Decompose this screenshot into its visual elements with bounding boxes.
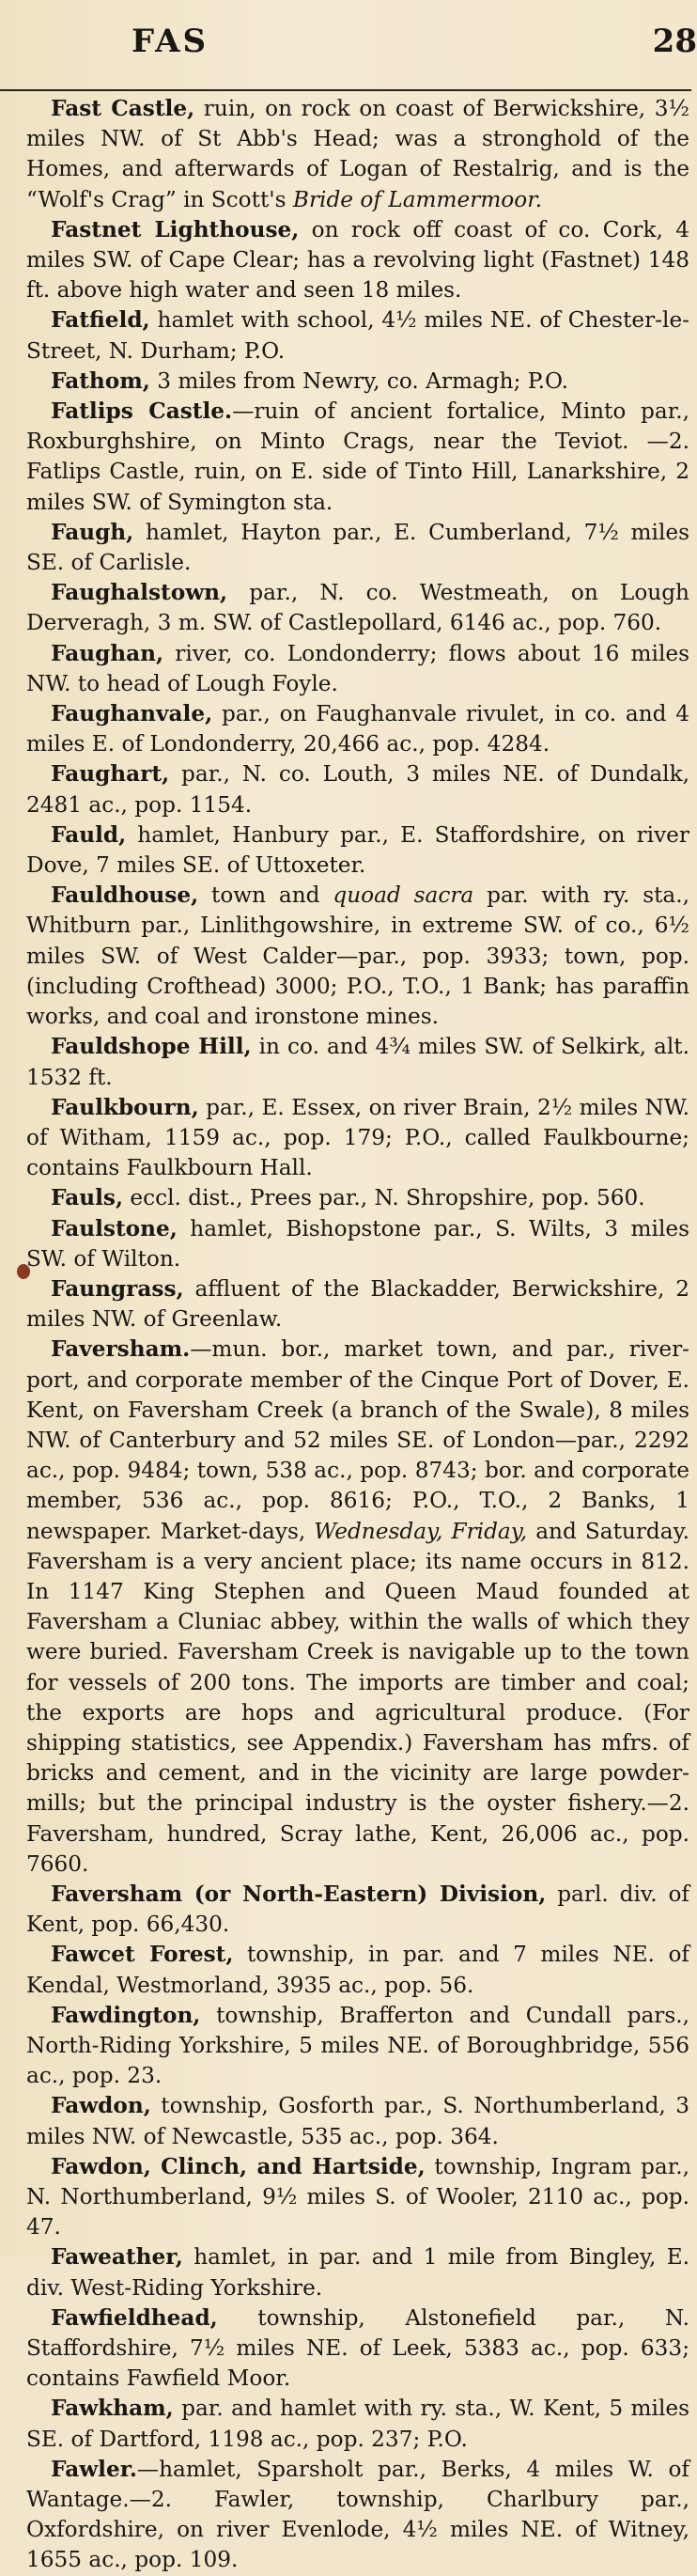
entry-body: par., on Faughanvale rivulet, in co. and 4 miles E. of Londonderry, 20,466 ac., pop. 4284.: [26, 701, 689, 757]
entry-headword: Fauldhouse,: [51, 882, 199, 909]
entry-headword: Fawcet Forest,: [51, 1942, 234, 1968]
entry-tail: and Saturday. Faversham is a very ancient place; its name occurs in 812. In 1147 King Stephen and Queen Maud founded at Faversham a Cluniac abbey, within the walls of which they were buried. Faversham Creek is navigable up to the town for vessels of 200 tons. The imports are timber and coal; the exports are hops and agricultural produce. (For shipping statistics, see Appendix.) Faversham has mfrs. of bricks and cement, and in the vicinity are large powder-mills; but the principal industry is the oyster fishery.—2. Faversham, hundred, Scray lathe, Kent, 26,006 ac., pop. 7660.: [26, 1518, 689, 1877]
entry-headword: Faulstone,: [51, 1215, 178, 1241]
gazetteer-entry: [26, 759, 689, 820]
gazetteer-entry: [26, 215, 689, 306]
entry-headword: Faversham.: [51, 1336, 191, 1363]
gazetteer-entry: [26, 578, 689, 638]
gazetteer-entry: [26, 1032, 689, 1092]
gazetteer-entry: [26, 2152, 689, 2243]
entry-body: —hamlet, Sparsholt par., Berks, 4 miles W. of Wantage.—2. Fawler, township, Charlbury par., Oxfordshire, on river Evenlode, 4½ miles NE. of Witney, 1655 ac., pop. 109.: [26, 2456, 689, 2573]
entry-headword: Faulkbourn,: [51, 1094, 199, 1120]
entry-body: hamlet, Hanbury par., E. Staffordshire, on river Dove, 7 miles SE. of Uttoxeter.: [26, 821, 689, 879]
page-header: [0, 0, 697, 91]
gazetteer-entry: [26, 2303, 689, 2395]
entry-headword: Fawkham,: [51, 2396, 174, 2422]
entry-body: par. and hamlet with ry. sta., W. Kent, 5 miles SE. of Dartford, 1198 ac., pop. 237; P.O.: [26, 2396, 689, 2452]
entry-body: on rock off coast of co. Cork, 4 miles SW. of Cape Clear; has a revolving light (Fastnet) 148 ft. above high water and seen 18 miles.: [26, 216, 689, 304]
entry-body: parl. div. of Kent, pop. 66,430.: [26, 1881, 689, 1938]
gazetteer-entry: [26, 1093, 689, 1184]
entry-headword: Fawdon, Clinch, and Hartside,: [51, 2153, 426, 2179]
gazetteer-entry: [26, 2001, 689, 2092]
entry-headword: Fatfield,: [51, 307, 150, 334]
entry-headword: Faughalstown,: [51, 580, 228, 606]
entry-headword: Faughart,: [51, 761, 170, 788]
gazetteer-entry: [26, 2242, 689, 2303]
entry-body: hamlet, Bishopstone par., S. Wilts, 3 miles SW. of Wilton.: [26, 1215, 689, 1272]
gazetteer-entry: [26, 518, 689, 578]
entry-body: 3 miles from Newry, co. Armagh; P.O.: [149, 367, 569, 394]
gazetteer-entry: [26, 94, 689, 215]
entry-body: in co. and 4¾ miles SW. of Selkirk, alt. 1532 ft.: [26, 1034, 689, 1090]
entry-body: hamlet with school, 4½ miles NE. of Chester-le-Street, N. Durham; P.O.: [26, 307, 689, 364]
gazetteer-entries: [26, 94, 689, 2576]
entry-body: river, co. Londonderry; flows about 16 miles NW. to head of Lough Foyle.: [26, 640, 689, 696]
entry-body: par., E. Essex, on river Brain, 2½ miles NW. of Witham, 1159 ac., pop. 179; P.O., called Faulkbourne; contains Faulkbourn Hall.: [26, 1094, 689, 1181]
gazetteer-entry: [26, 1214, 689, 1274]
entry-headword: Fauldshope Hill,: [51, 1034, 252, 1060]
entry-body: town and: [198, 882, 333, 909]
entry-body: —ruin of ancient fortalice, Minto par., Roxburghshire, on Minto Crags, near the Teviot. —2. Fatlips Castle, ruin, on E. side of Tinto Hill, Lanarkshire, 2 miles SW. of Symington sta.: [26, 398, 689, 515]
entry-headword: Faugh,: [51, 519, 134, 545]
entry-italic: Bride of Lammermoor.: [292, 186, 543, 212]
entry-headword: Faughanvale,: [51, 701, 213, 727]
entry-italic: quoad sacra: [333, 882, 474, 909]
gazetteer-entry: [26, 1880, 689, 1940]
entry-body: affluent of the Blackadder, Berwickshire, 2 miles NW. of Greenlaw.: [26, 1275, 689, 1333]
entry-headword: Fawler.: [51, 2456, 137, 2482]
entry-headword: Fauls,: [51, 1185, 124, 1211]
gazetteer-entry: [26, 367, 689, 397]
entry-headword: Fawdon,: [51, 2093, 151, 2119]
gazetteer-entry: [26, 699, 689, 759]
gazetteer-entry: [26, 1940, 689, 2000]
entry-body: par., N. co. Louth, 3 miles NE. of Dundalk, 2481 ac., pop. 1154.: [26, 761, 689, 818]
entry-headword: Faughan,: [51, 640, 164, 666]
gazetteer-entry: [26, 2394, 689, 2454]
gazetteer-entry: [26, 881, 689, 1032]
entry-headword: Faweather,: [51, 2244, 183, 2271]
running-head: FAS: [132, 23, 209, 60]
gazetteer-entry: [26, 1183, 689, 1213]
gazetteer-entry: [26, 1274, 689, 1335]
entry-body: par., N. co. Westmeath, on Lough Derveragh, 3 m. SW. of Castlepollard, 6146 ac., pop. 760.: [26, 580, 689, 636]
entry-headword: Faversham (or North-Eastern) Division,: [51, 1881, 547, 1907]
entry-headword: Faungrass,: [51, 1275, 184, 1302]
entry-tail: par. with ry. sta., Whitburn par., Linlithgowshire, in extreme SW. of co., 6½ miles SW. of West Calder—par., pop. 3933; town, pop. (including Crofthead) 3000; P.O., T.O., 1 Bank; has paraffin works, and coal and ironstone mines.: [26, 882, 689, 1030]
gazetteer-entry: [26, 305, 689, 366]
entry-headword: Fawfieldhead,: [51, 2304, 218, 2331]
entry-body: township, Brafferton and Cundall pars., North-Riding Yorkshire, 5 miles NE. of Boroughbridge, 556 ac., pop. 23.: [26, 2002, 689, 2089]
entry-body: —mun. bor., market town, and par., river-port, and corporate member of the Cinque Port of Dover, E. Kent, on Faversham Creek (a branch of the Swale), 8 miles NW. of Canterbury and 52 miles SE. of London—par., 2292 ac., pop. 9484; town, 538 ac., pop. 8743; bor. and corporate member, 536 ac., pop. 8616; P.O., T.O., 2 Banks, 1 newspaper. Market-days,: [26, 1336, 689, 1544]
entry-headword: Fastnet Lighthouse,: [51, 216, 300, 242]
gazetteer-entry: [26, 1335, 689, 1880]
entry-italic: Wednesday, Friday,: [314, 1518, 528, 1544]
entry-headword: Fauld,: [51, 821, 127, 848]
entry-body: township, Gosforth par., S. Northumberland, 3 miles NW. of Newcastle, 535 ac., pop. 364.: [26, 2093, 689, 2149]
entry-body: hamlet, in par. and 1 mile from Bingley, E. div. West-Riding Yorkshire.: [26, 2244, 689, 2301]
gazetteer-entry: [26, 639, 689, 699]
entry-body: township, in par. and 7 miles NE. of Kendal, Westmorland, 3935 ac., pop. 56.: [26, 1942, 689, 1998]
entry-headword: Fawdington,: [51, 2002, 201, 2028]
gazetteer-entry: [26, 2455, 689, 2576]
gazetteer-entry: [26, 820, 689, 881]
entry-headword: Fathom,: [51, 367, 150, 394]
entry-body: ruin, on rock on coast of Berwickshire, 3½ miles NW. of St Abb's Head; was a stronghold of the Homes, and afterwards of Logan of Restalrig, and is the “Wolf's Crag” in Scott's: [26, 96, 690, 212]
entry-headword: Fatlips Castle.: [51, 398, 233, 425]
entry-body: township, Ingram par., N. Northumberland, 9½ miles S. of Wooler, 2110 ac., pop. 47.: [26, 2153, 689, 2240]
entry-body: township, Alstonefield par., N. Staffordshire, 7½ miles NE. of Leek, 5383 ac., pop. 633; contains Fawfield Moor.: [26, 2304, 689, 2392]
entry-body: eccl. dist., Prees par., N. Shropshire, pop. 560.: [123, 1185, 645, 1211]
gazetteer-entry: [26, 397, 689, 518]
gazetteer-entry: [26, 2091, 689, 2151]
entry-body: hamlet, Hayton par., E. Cumberland, 7½ miles SE. of Carlisle.: [26, 519, 689, 576]
page-number: 28: [652, 23, 697, 60]
entry-headword: Fast Castle,: [51, 96, 195, 121]
